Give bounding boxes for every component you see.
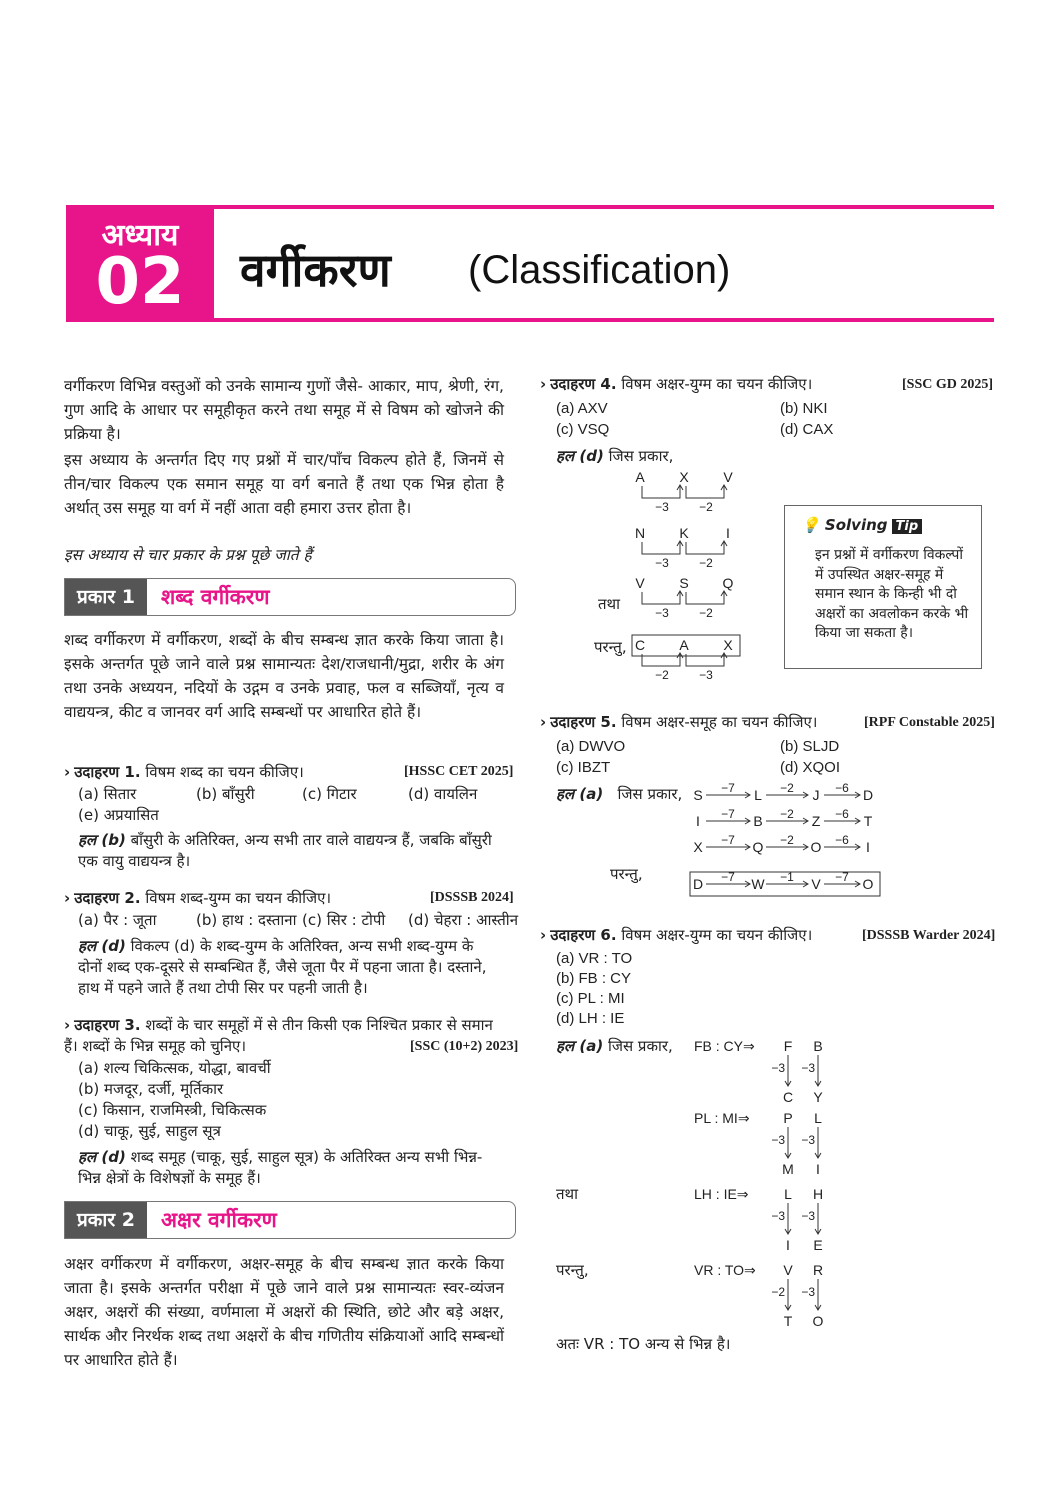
chapter-word: अध्याय [101, 218, 179, 253]
ex6-bottom-letter: M [782, 1161, 794, 1177]
example-6-option-c: (c) PL : MI [556, 990, 625, 1007]
ex4-bracket-arrow [642, 486, 680, 498]
ex4-letter-V: V [723, 469, 733, 485]
ex5-letter-V: V [811, 876, 821, 892]
example-2-question: › उदाहरण 2. विषम शब्द-युग्म का चयन कीजिए। [64, 889, 332, 907]
example-1-option-b: (b) बाँसुरी [196, 785, 255, 803]
type-1-description: शब्द वर्गीकरण में वर्गीकरण, शब्दों के बीच सम्बन्ध ज्ञात करके किया जाता है। इसके अन्तर्गत पूछे जाने वाले प्रश्न सामान्यतः देश/राजधानी/मुद्रा, शरीर के अंग तथा उनके अध्ययन, नदियों के उद्गम व उनके प्रवाह, फल व सब्जियाँ, नृत्य व वाद्ययन्त्र, कीट व जानवर वर्ग आदि सम्बन्धों पर आधारित होते हैं। [64, 631, 504, 721]
ex5-letter-D: D [692, 876, 704, 892]
chapter-title-hindi: वर्गीकरण [240, 243, 391, 297]
example-4-option-d: (d) CAX [780, 421, 834, 438]
ex6-pair-label: VR : TO⇒ [694, 1262, 756, 1278]
ex6-pair-label: PL : MI⇒ [694, 1110, 750, 1126]
ex4-letter-X: X [723, 637, 733, 653]
example-6-source: [DSSSB Warder 2024] [862, 928, 996, 943]
ex4-letter-V: V [635, 575, 645, 591]
ex5-diff-label: −7 [721, 781, 735, 795]
chapter-title-english: (Classification) [468, 248, 731, 292]
ex6-diff-label: −3 [771, 1209, 785, 1223]
ex5-letter-I: I [696, 813, 700, 829]
ex6-diff-label: −3 [801, 1209, 815, 1223]
ex6-top-letter: H [812, 1186, 824, 1202]
ex6-top-letter: V [783, 1262, 793, 1278]
type-2-label: प्रकार 2 [65, 1202, 147, 1238]
example-5-option-a: (a) DWVO [556, 738, 626, 755]
example-4-option-a: (a) AXV [556, 400, 608, 417]
example-4-source: [SSC GD 2025] [902, 377, 994, 392]
ex6-diff-label: −3 [801, 1061, 815, 1075]
example-6-tatha: तथा [556, 1185, 579, 1203]
ex4-diff-label: −3 [655, 606, 669, 620]
intro-paragraph-2: इस अध्याय के अन्तर्गत दिए गए प्रश्नों में चार/पाँच विकल्प होते हैं, जिनमें से तीन/चार विकल्प एक समान समूह या वर्ग बनाते हैं तथा एक भिन्न होता है अर्थात् उस समूह या वर्ग में नहीं आता वही हमारा उत्तर होता है। [64, 451, 504, 517]
chapter-number: 02 [95, 245, 185, 319]
example-4-solution-intro: हल (d) जिस प्रकार, [556, 447, 674, 465]
example-6-option-b: (b) FB : CY [556, 970, 632, 987]
example-4-letter-diagram [600, 462, 770, 692]
type-1-title: शब्द वर्गीकरण [161, 585, 270, 609]
example-3-option-c: (c) किसान, राजमिस्त्री, चिकित्सक [78, 1101, 267, 1119]
ex6-bottom-letter: Y [813, 1089, 823, 1105]
example-1-solution: हल (b) बाँसुरी के अतिरिक्त, अन्य सभी तार वाले वाद्ययन्त्र हैं, जबकि बाँसुरी एक वायु वाद्ययन्त्र है। [78, 831, 492, 870]
ex6-top-letter: F [783, 1038, 793, 1054]
ex4-letter-K: K [679, 525, 689, 541]
example-2-option-a: (a) पैर : जूता [78, 911, 157, 929]
ex6-top-letter: B [813, 1038, 823, 1054]
ex4-bracket-arrow [686, 592, 724, 604]
ex5-letter-I: I [866, 839, 870, 855]
example-6-option-d: (d) LH : IE [556, 1010, 625, 1027]
ex5-letter-Q: Q [752, 839, 764, 855]
ex6-diff-label: −2 [771, 1285, 785, 1299]
example-1-option-a: (a) सितार [78, 785, 137, 803]
ex6-bottom-letter: I [816, 1161, 820, 1177]
ex5-letter-L: L [754, 787, 762, 803]
example-2-option-c: (c) सिर : टोपी [302, 911, 386, 929]
ex6-bottom-letter: C [782, 1089, 794, 1105]
ex5-letter-S: S [693, 787, 703, 803]
example-1-option-d: (d) वायलिन [408, 785, 478, 803]
ex4-letter-A: A [679, 637, 689, 653]
example-4-question: › उदाहरण 4. विषम अक्षर-युग्म का चयन कीजिए। [540, 375, 813, 393]
example-6-solution-intro: हल (a) जिस प्रकार, [556, 1037, 673, 1055]
example-6-question: › उदाहरण 6. विषम अक्षर-युग्म का चयन कीजिए। [540, 926, 813, 944]
ex4-letter-S: S [679, 575, 689, 591]
example-5-option-c: (c) IBZT [556, 759, 611, 776]
ex5-letter-J: J [812, 787, 820, 803]
ex5-letter-X: X [693, 839, 703, 855]
example-2-option-d: (d) चेहरा : आस्तीन [408, 911, 519, 929]
chapter-badge [66, 205, 214, 321]
ex5-letter-Z: Z [811, 813, 821, 829]
example-2-solution: हल (d) विकल्प (d) के शब्द-युग्म के अतिरिक्त, अन्य सभी शब्द-युग्म के दोनों शब्द एक-दूसरे से सम्बन्धित हैं, जैसे जूता पैर में पहना जाता है। दस्ताने, हाथ में पहने जाते हैं तथा टोपी सिर पर पहनी जाती है। [78, 937, 487, 997]
example-5-parantu: परन्तु, [610, 865, 643, 883]
ex4-letter-X: X [679, 469, 689, 485]
example-5-letter-diagram [686, 780, 886, 900]
ex4-diff-label: −2 [655, 668, 669, 682]
ex5-letter-D: D [862, 787, 874, 803]
ex4-diff-label: −2 [699, 606, 713, 620]
ex6-diff-label: −3 [801, 1133, 815, 1147]
ex6-top-letter: L [784, 1186, 792, 1202]
example-3-solution: हल (d) शब्द समूह (चाकू, सुई, साहुल सूत्र) के अतिरिक्त अन्य सभी भिन्न-भिन्न क्षेत्रों के विशेषज्ञों के समूह हैं। [78, 1148, 483, 1187]
ex4-diff-label: −3 [655, 556, 669, 570]
ex6-diff-label: −3 [771, 1061, 785, 1075]
ex4-diff-label: −3 [655, 500, 669, 514]
ex4-letter-N: N [634, 525, 646, 541]
example-2-option-b: (b) हाथ : दस्ताना [196, 911, 297, 929]
solving-tip-text: इन प्रश्नों में वर्गीकरण विकल्पों में उपस्थित अक्षर-समूह में समान स्थान के किन्ही भी दो अक्षरों का अवलोकन करके भी किया जा सकता है। [815, 547, 969, 641]
ex4-bracket-arrow [642, 592, 680, 604]
ex4-bracket-arrow [686, 542, 724, 554]
example-6-letter-diagram [690, 1036, 860, 1331]
ex5-diff-label: −6 [835, 833, 849, 847]
ex4-bracket-arrow [642, 542, 680, 554]
example-4-option-b: (b) NKI [780, 400, 828, 417]
ex5-letter-W: W [751, 876, 765, 892]
ex4-diff-label: −2 [699, 500, 713, 514]
ex4-letter-A: A [635, 469, 645, 485]
tip-badge: Tip [892, 519, 923, 534]
example-4-parantu: परन्तु, [594, 638, 627, 656]
ex5-letter-T: T [863, 813, 873, 829]
ex5-diff-label: −7 [721, 870, 735, 884]
ex5-letter-O: O [862, 876, 874, 892]
example-3-source: [SSC (10+2) 2023] [410, 1039, 519, 1054]
ex4-letter-C: C [634, 637, 646, 653]
example-5-solution-intro: हल (a) जिस प्रकार, [556, 785, 683, 803]
example-2-source: [DSSSB 2024] [430, 890, 514, 905]
ex5-diff-label: −1 [780, 870, 794, 884]
type-2-title: अक्षर वर्गीकरण [161, 1208, 277, 1232]
ex5-diff-label: −7 [721, 807, 735, 821]
ex6-bottom-letter: E [813, 1237, 823, 1253]
ex6-bottom-letter: O [812, 1313, 824, 1329]
example-1-option-c: (c) गिटार [302, 785, 357, 803]
example-6-option-a: (a) VR : TO [556, 950, 633, 967]
example-3-question: › उदाहरण 3. शब्दों के चार समूहों में से तीन किसी एक निश्चित प्रकार से समान हैं। शब्दों के भिन्न समूह को चुनिए। [64, 1016, 493, 1055]
ex6-diff-label: −3 [771, 1133, 785, 1147]
example-4-tatha: तथा [598, 595, 621, 613]
example-5-question: › उदाहरण 5. विषम अक्षर-समूह का चयन कीजिए। [540, 713, 818, 731]
ex5-letter-O: O [810, 839, 822, 855]
ex5-diff-label: −7 [721, 833, 735, 847]
ex6-top-letter: R [812, 1262, 824, 1278]
ex5-diff-label: −6 [835, 781, 849, 795]
example-3-option-a: (a) शल्य चिकित्सक, योद्धा, बावर्ची [78, 1059, 271, 1077]
ex6-top-letter: L [814, 1110, 822, 1126]
ex4-diff-label: −3 [699, 668, 713, 682]
example-1-question: › उदाहरण 1. विषम शब्द का चयन कीजिए। [64, 763, 304, 781]
ex4-bracket-arrow [686, 486, 724, 498]
ex6-bottom-letter: I [786, 1237, 790, 1253]
example-6-parantu: परन्तु, [556, 1261, 589, 1279]
ex5-diff-label: −2 [780, 833, 794, 847]
ex5-diff-label: −2 [780, 807, 794, 821]
intro-paragraph-1: वर्गीकरण विभिन्न वस्तुओं को उनके सामान्य गुणों जैसे- आकार, माप, श्रेणी, रंग, गुण आदि के आधार पर समूहीकृत करने तथा समूह में से विषम को खोजने की प्रक्रिया है। [64, 377, 504, 443]
example-1-source: [HSSC CET 2025] [404, 764, 514, 779]
ex4-letter-I: I [726, 525, 730, 541]
example-1-option-e: (e) अप्रयासित [78, 806, 159, 824]
ex6-pair-label: LH : IE⇒ [694, 1186, 749, 1202]
type-1-label: प्रकार 1 [65, 579, 147, 615]
solving-tip-box [784, 505, 982, 669]
ex5-diff-label: −6 [835, 807, 849, 821]
example-6-conclusion: अतः VR : TO अन्य से भिन्न है। [556, 1335, 731, 1353]
example-5-source: [RPF Constable 2025] [864, 715, 995, 730]
ex6-pair-label: FB : CY⇒ [694, 1038, 755, 1054]
example-4-option-c: (c) VSQ [556, 421, 610, 438]
ex4-letter-Q: Q [722, 575, 734, 591]
example-5-option-b: (b) SLJD [780, 738, 840, 755]
type-2-header [64, 1201, 516, 1239]
ex5-letter-B: B [753, 813, 763, 829]
type-1-header [64, 578, 516, 616]
lightbulb-icon: 💡 [801, 516, 820, 534]
solving-tip-heading: 💡 Solving Tip [801, 516, 922, 534]
ex5-diff-label: −7 [835, 870, 849, 884]
intro-paragraph-3: इस अध्याय से चार प्रकार के प्रश्न पूछे जाते हैं [64, 546, 312, 564]
example-3-option-d: (d) चाकू, सुई, साहुल सूत्र [78, 1122, 221, 1140]
type-2-description: अक्षर वर्गीकरण में वर्गीकरण, अक्षर-समूह के बीच सम्बन्ध ज्ञात करके किया जाता है। इसके अन्तर्गत परीक्षा में पूछे जाने वाले प्रश्न सामान्यतः स्वर-व्यंजन अक्षर, अक्षरों की संख्या, वर्णमाला में अक्षरों की स्थिति, छोटे और बड़े अक्षर, सार्थक और निरर्थक शब्द तथा अक्षरों के बीच गणितीय संक्रियाओं आदि सम्बन्धों पर आधारित होते हैं। [64, 1255, 504, 1369]
ex5-diff-label: −2 [780, 781, 794, 795]
ex6-bottom-letter: T [783, 1313, 793, 1329]
example-5-option-d: (d) XQOI [780, 759, 841, 776]
example-3-option-b: (b) मजदूर, दर्जी, मूर्तिकार [78, 1080, 224, 1098]
ex6-diff-label: −3 [801, 1285, 815, 1299]
ex4-diff-label: −2 [699, 556, 713, 570]
ex6-top-letter: P [783, 1110, 793, 1126]
